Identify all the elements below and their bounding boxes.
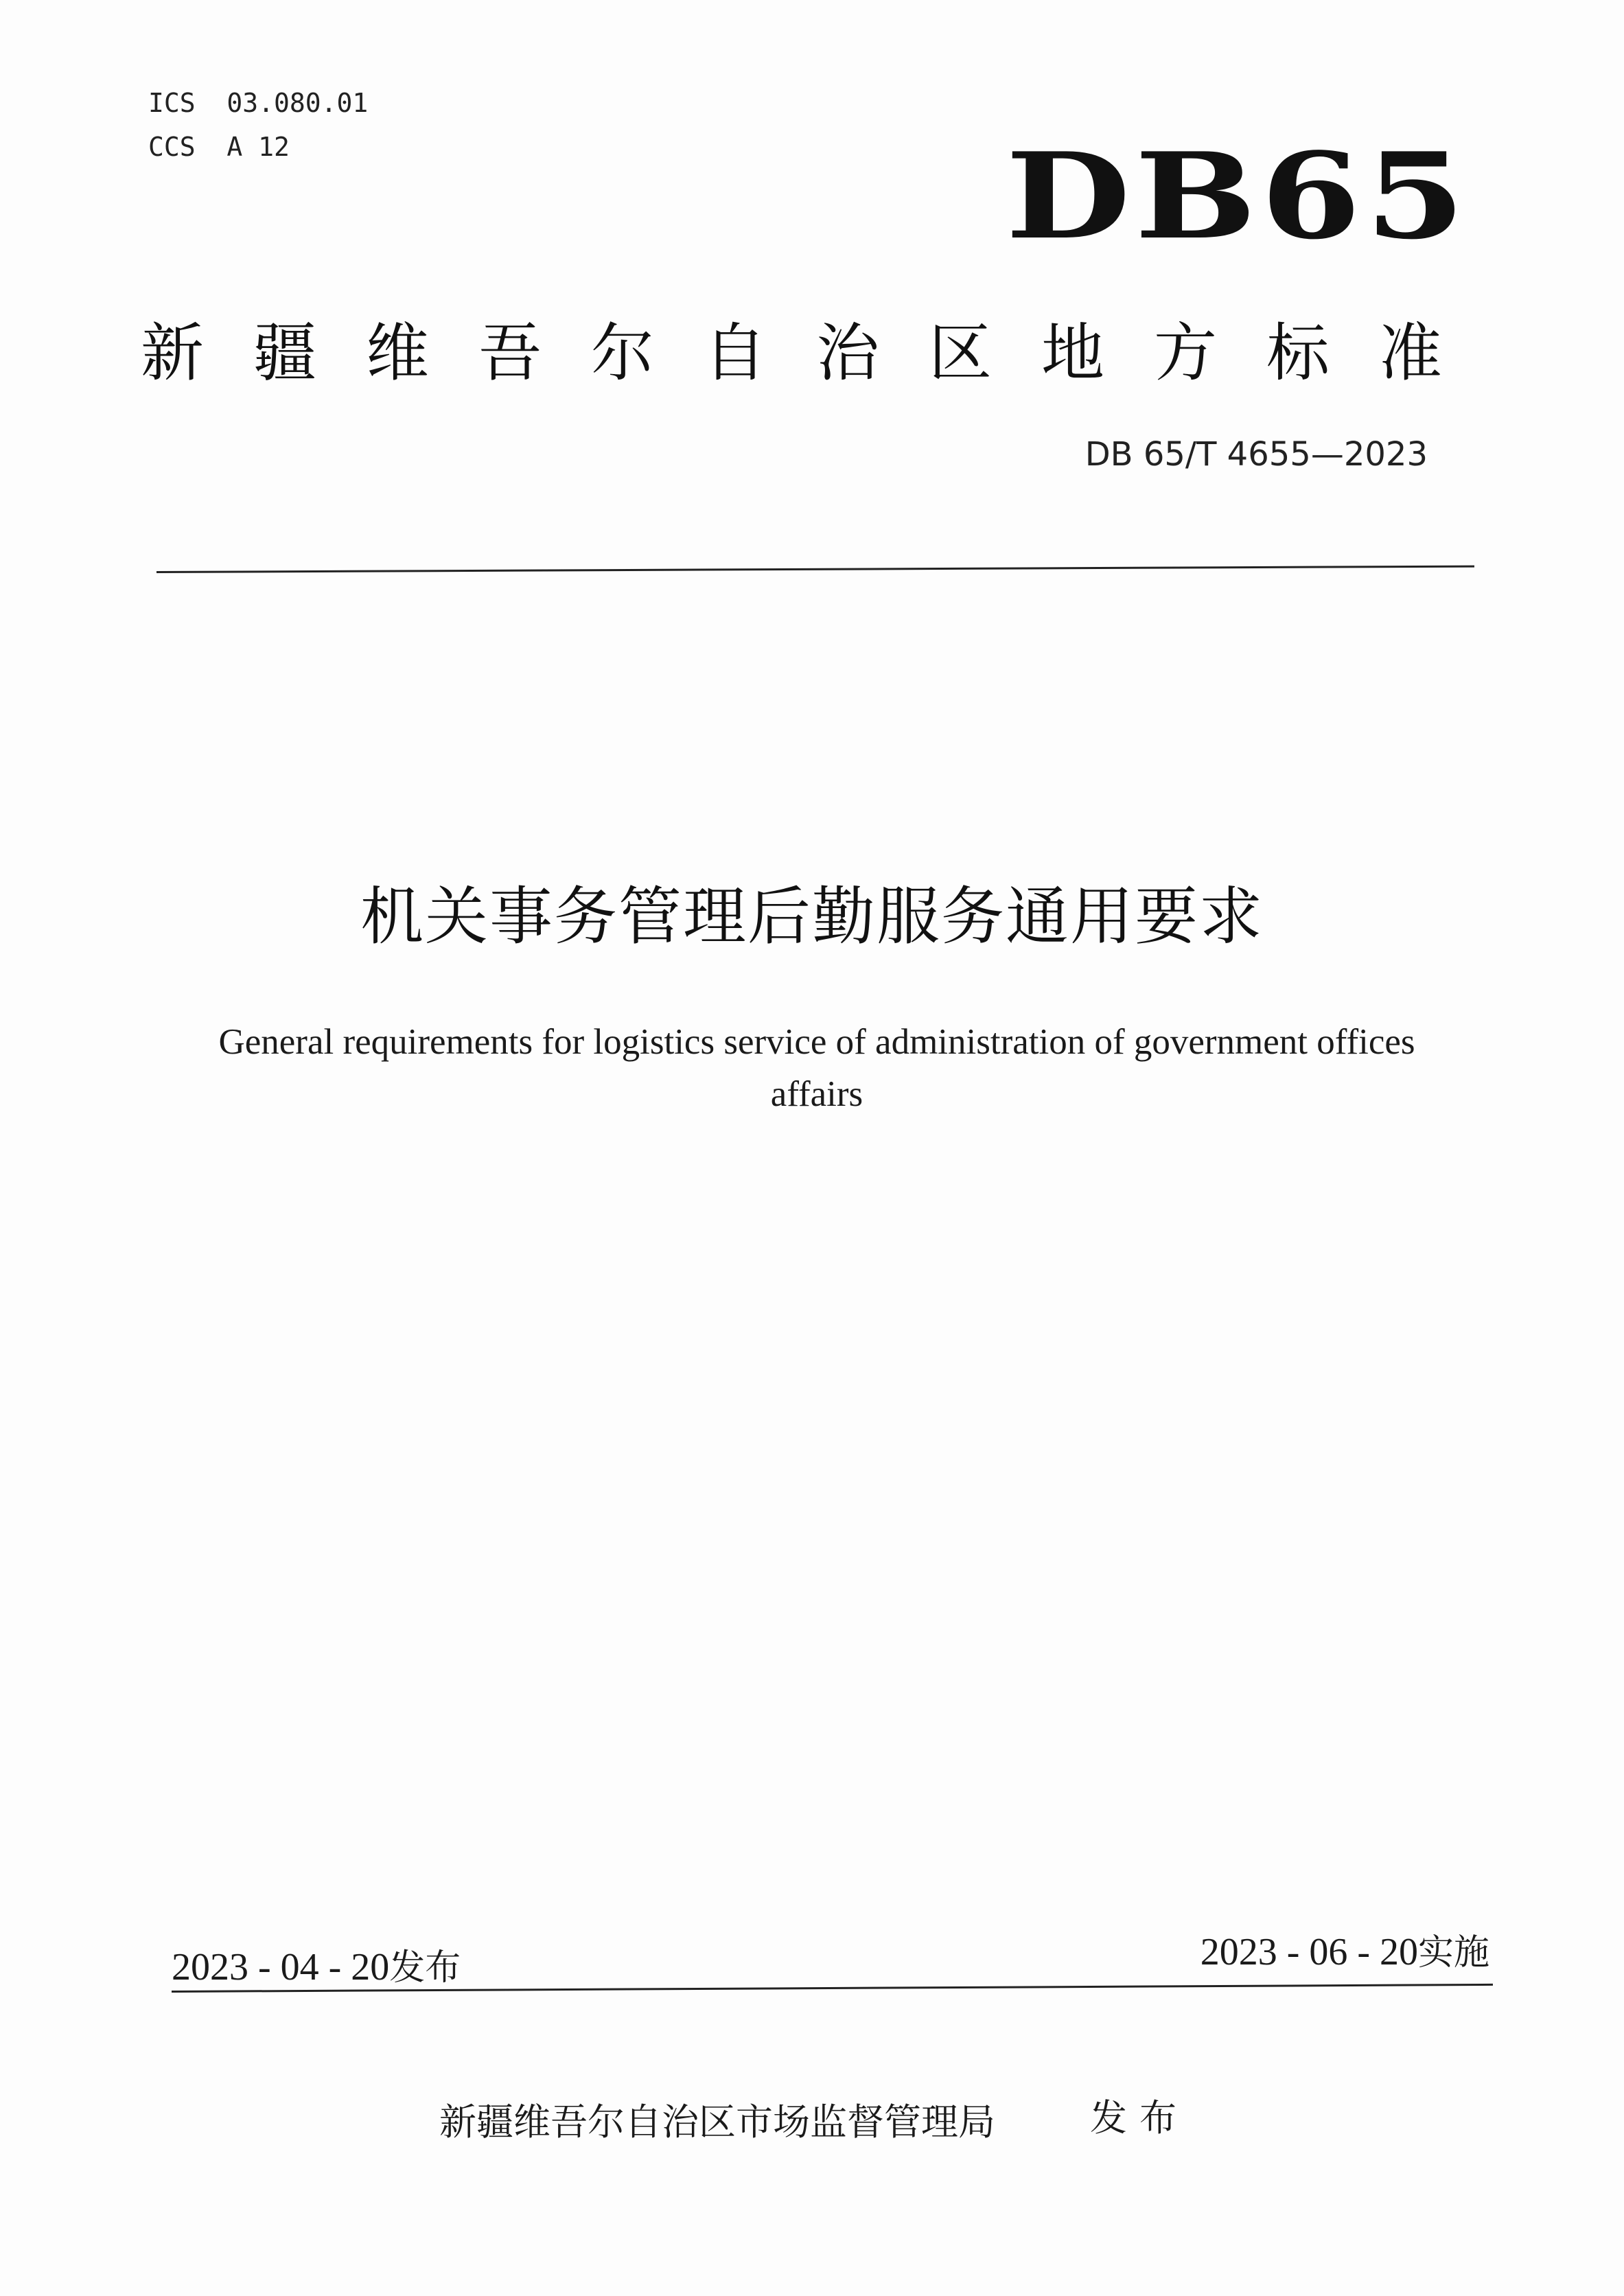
- dates-row: [172, 1927, 1489, 1988]
- publisher-name: 新疆维吾尔自治区市场监督管理局: [439, 2100, 995, 2144]
- effective-label: 实施: [1417, 1932, 1489, 1973]
- publish-action: 发布: [1090, 2096, 1189, 2140]
- effective-date: 2023 - 06 - 20: [1200, 1931, 1418, 1973]
- effective-date-block: [1200, 1927, 1489, 1978]
- standard-number: DB 65/T 4655—2023: [1084, 435, 1428, 474]
- title-english-line-1: General requirements for logistics service of administration of government offices: [218, 1022, 1415, 1062]
- standard-type-heading: 新疆维吾尔自治区地方标准: [141, 316, 1492, 390]
- top-divider: [156, 566, 1474, 573]
- title-chinese: 机关事务管理后勤服务通用要求: [360, 880, 1264, 953]
- issue-date-block: [172, 1943, 461, 1993]
- ccs-code: CCS A 12: [148, 132, 290, 162]
- title-english: [158, 1016, 1476, 1120]
- title-english-line-2: affairs: [770, 1074, 863, 1114]
- issue-label: 发布: [389, 1947, 461, 1988]
- classification-codes: [148, 81, 368, 169]
- ics-code: ICS 03.080.01: [148, 88, 369, 118]
- db65-logo: DB65: [1006, 126, 1470, 266]
- issue-date: 2023 - 04 - 20: [172, 1946, 390, 1988]
